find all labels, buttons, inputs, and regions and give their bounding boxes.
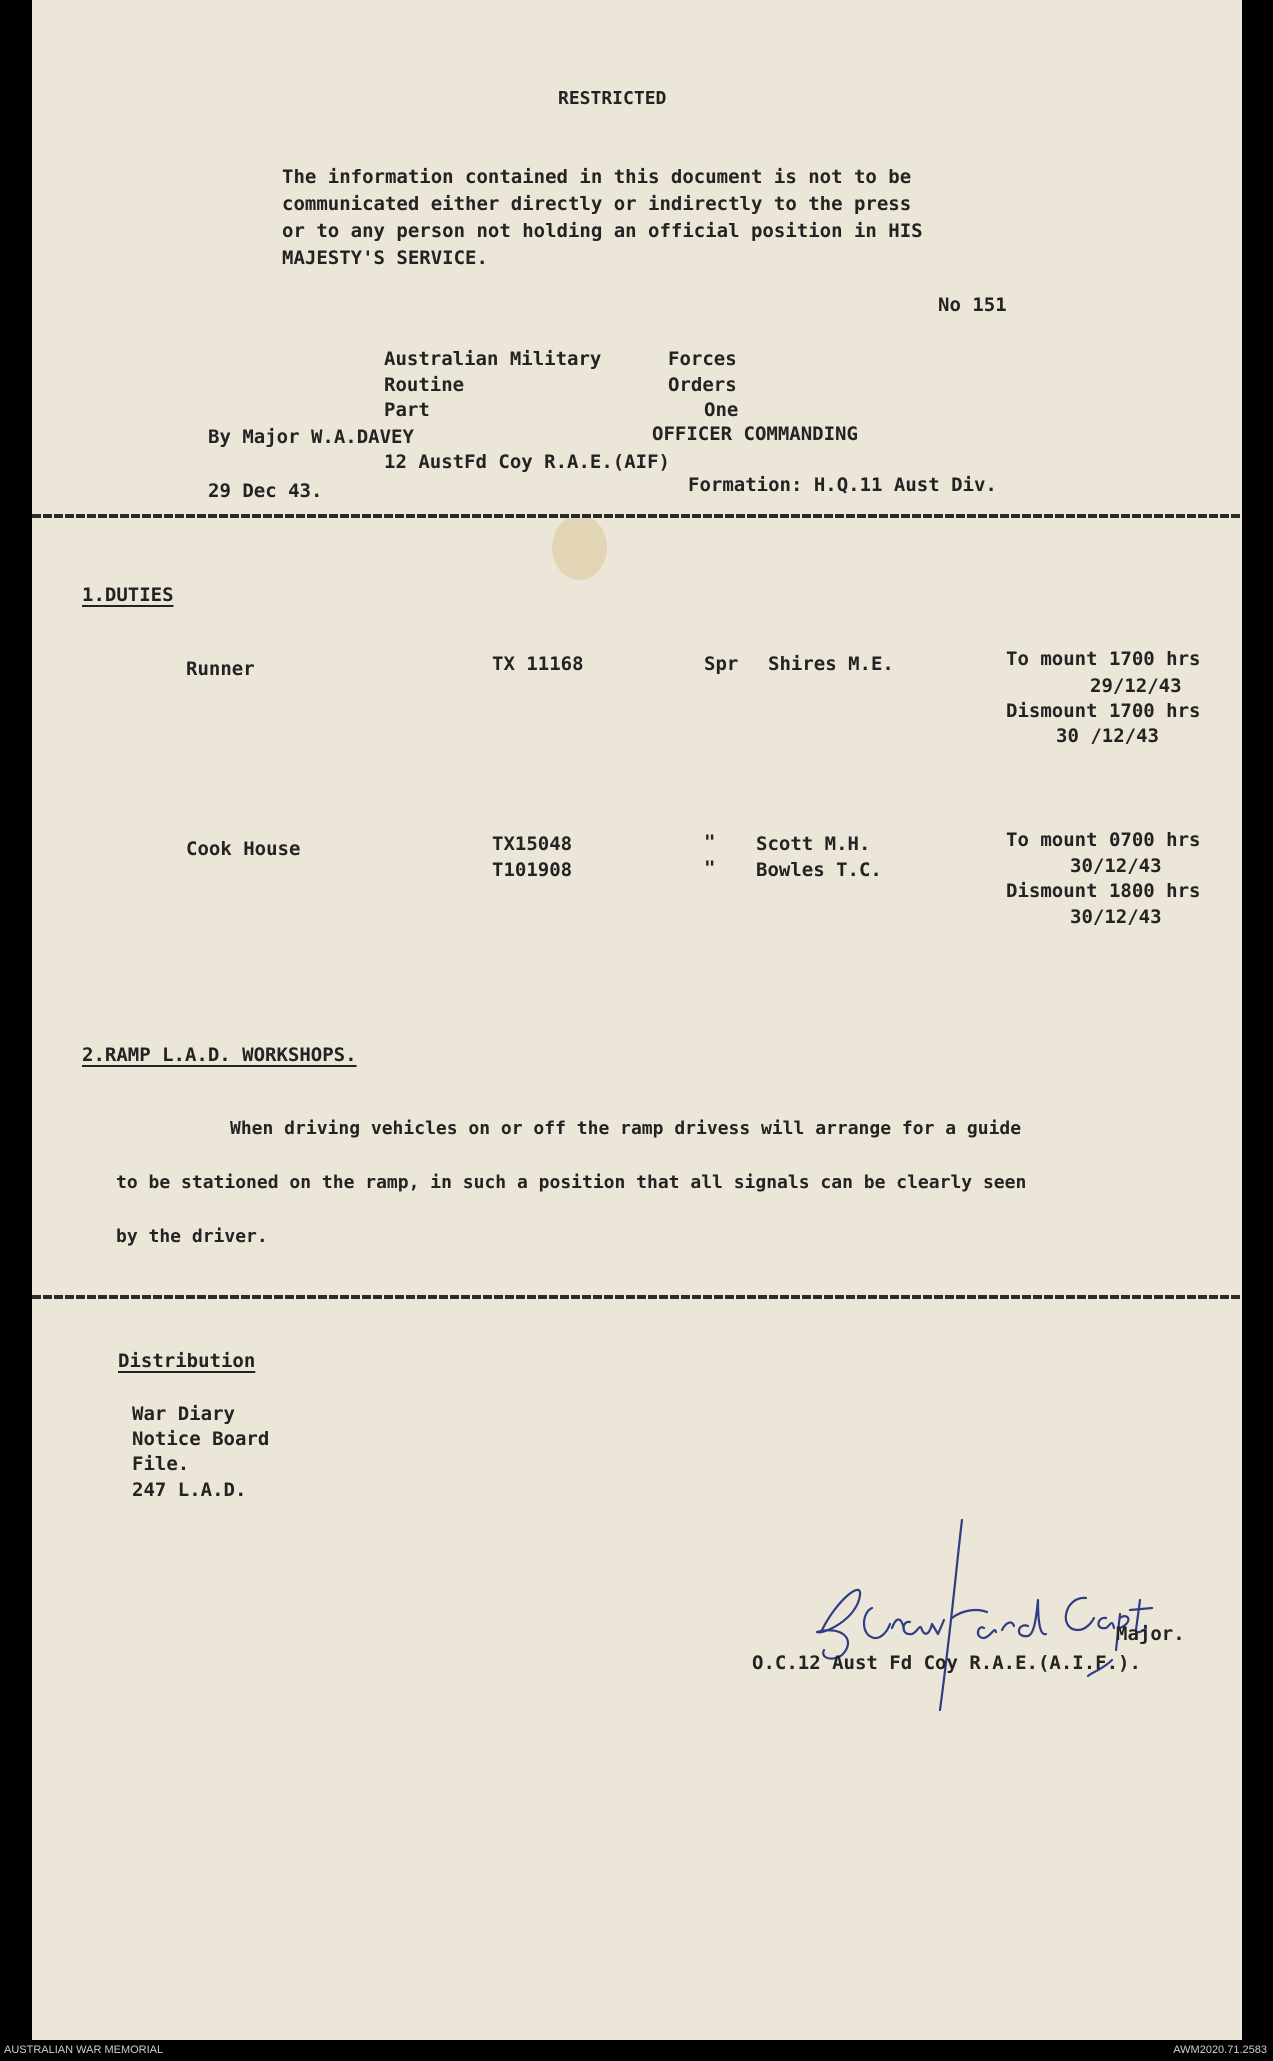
notice-line-2: communicated either directly or indirectly to the press (282, 193, 912, 215)
notice-line-3: or to any person not holding an official position in HIS (282, 220, 923, 242)
cookhouse-ditto-2: " (704, 857, 716, 879)
ramp-line-3: by the driver. (116, 1226, 268, 1247)
handwritten-signature (802, 1500, 1162, 1740)
runner-duty: Runner (186, 658, 255, 680)
officer-role: OFFICER COMMANDING (652, 423, 858, 445)
notice-line-1: The information contained in this document is not to be (282, 166, 912, 188)
order-date: 29 Dec 43. (208, 480, 323, 502)
cookhouse-name-2: Bowles T.C. (756, 859, 882, 881)
runner-mount: To mount 1700 hrs (1006, 648, 1201, 670)
cookhouse-ditto-1: " (704, 831, 716, 853)
divider-top (32, 514, 1242, 518)
distribution-item-1: War Diary (132, 1403, 235, 1425)
signatory-rank: Major. (1116, 1623, 1185, 1645)
title-col1-line-3: Part (384, 399, 430, 421)
title-col2-line-2: Orders (668, 374, 737, 396)
order-number: No 151 (938, 294, 1007, 316)
paper-stain (552, 515, 607, 580)
runner-dismount: Dismount 1700 hrs (1006, 700, 1201, 722)
title-col1-line-2: Routine (384, 374, 465, 396)
distribution-heading: Distribution (118, 1350, 256, 1372)
cookhouse-mount: To mount 0700 hrs (1006, 829, 1201, 851)
distribution-item-4: 247 L.A.D. (132, 1479, 247, 1501)
cookhouse-name-1: Scott M.H. (756, 833, 871, 855)
cookhouse-mount-date: 30/12/43 (1070, 855, 1162, 877)
unit-name: 12 AustFd Coy R.A.E.(AIF) (384, 451, 670, 473)
runner-name: Shires M.E. (768, 653, 894, 675)
ramp-heading: 2.RAMP L.A.D. WORKSHOPS. (82, 1044, 357, 1066)
cookhouse-dismount: Dismount 1800 hrs (1006, 880, 1201, 902)
title-col1-line-1: Australian Military (384, 348, 602, 370)
ramp-line-2: to be stationed on the ramp, in such a position that all signals can be clearly seen (116, 1172, 1027, 1193)
ramp-line-1: When driving vehicles on or off the ramp drivess will arrange for a guide (230, 1118, 1022, 1139)
signatory-title: O.C.12 Aust Fd Coy R.A.E.(A.I.F.). (752, 1652, 1141, 1674)
footer-right: AWM2020.71.2583 (1173, 2044, 1267, 2056)
title-col2-line-3: One (704, 399, 739, 421)
divider-bottom (32, 1295, 1242, 1299)
footer-left: AUSTRALIAN WAR MEMORIAL (4, 2044, 164, 2056)
cookhouse-duty: Cook House (186, 838, 301, 860)
classification-label: RESTRICTED (558, 88, 667, 109)
distribution-item-3: File. (132, 1453, 190, 1475)
formation: Formation: H.Q.11 Aust Div. (688, 474, 997, 496)
cookhouse-number-1: TX15048 (492, 833, 573, 855)
duties-heading: 1.DUTIES (82, 584, 174, 606)
runner-rank: Spr (704, 653, 739, 675)
runner-mount-date: 29/12/43 (1090, 675, 1182, 697)
title-col2-line-1: Forces (668, 348, 737, 370)
issued-by: By Major W.A.DAVEY (208, 426, 414, 448)
notice-line-4: MAJESTY'S SERVICE. (282, 247, 488, 269)
runner-number: TX 11168 (492, 653, 584, 675)
cookhouse-dismount-date: 30/12/43 (1070, 906, 1162, 928)
distribution-item-2: Notice Board (132, 1428, 270, 1450)
runner-dismount-date: 30 /12/43 (1056, 725, 1159, 747)
document-page (32, 0, 1242, 2040)
cookhouse-number-2: T101908 (492, 859, 573, 881)
